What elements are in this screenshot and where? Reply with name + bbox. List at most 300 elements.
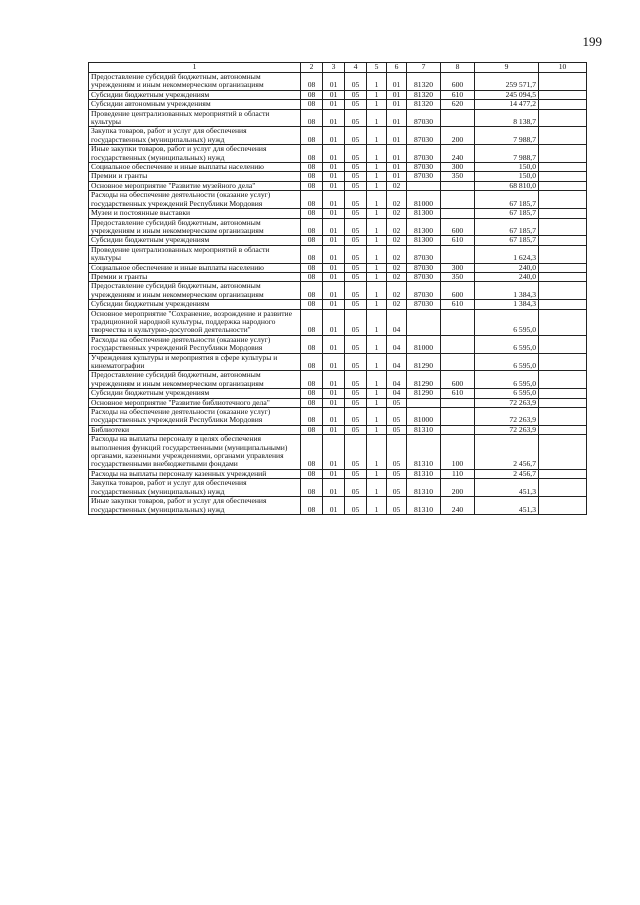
code-cell: 610 (441, 90, 475, 99)
table-row (89, 309, 587, 335)
code-cell: 87030 (407, 272, 441, 281)
table-row (89, 435, 587, 470)
empty-cell (539, 191, 587, 209)
empty-cell (539, 127, 587, 145)
code-cell: 01 (323, 335, 345, 353)
code-cell: 87030 (407, 300, 441, 309)
amount-cell: 67 185,7 (475, 191, 539, 209)
table-row (89, 163, 587, 172)
code-cell: 300 (441, 263, 475, 272)
code-cell: 05 (345, 435, 367, 470)
code-cell: 05 (387, 469, 407, 478)
table-row (89, 272, 587, 281)
code-cell: 08 (301, 469, 323, 478)
code-cell: 01 (387, 100, 407, 109)
page-number: 199 (582, 34, 602, 49)
code-cell: 08 (301, 353, 323, 371)
amount-cell: 67 185,7 (475, 209, 539, 218)
code-cell: 81310 (407, 497, 441, 515)
amount-cell: 245 094,5 (475, 90, 539, 99)
code-cell: 01 (323, 282, 345, 300)
code-cell: 01 (323, 408, 345, 426)
empty-cell (539, 245, 587, 263)
column-header: 2 (301, 63, 323, 73)
code-cell: 08 (301, 335, 323, 353)
code-cell: 08 (301, 218, 323, 236)
code-cell: 01 (323, 435, 345, 470)
code-cell: 87030 (407, 245, 441, 263)
code-cell: 610 (441, 389, 475, 398)
code-cell: 1 (367, 497, 387, 515)
code-cell (441, 408, 475, 426)
code-cell: 1 (367, 209, 387, 218)
amount-cell: 1 624,3 (475, 245, 539, 263)
code-cell: 08 (301, 497, 323, 515)
code-cell: 05 (345, 263, 367, 272)
code-cell: 81300 (407, 236, 441, 245)
empty-cell (539, 172, 587, 181)
code-cell: 1 (367, 282, 387, 300)
empty-cell (539, 263, 587, 272)
row-name-cell: Основное мероприятие "Сохранение, возрождение и развитие традиционной народной культуры, поддержка народного творчества и культурно-досуговой деятельности" (89, 309, 301, 335)
code-cell: 87030 (407, 127, 441, 145)
amount-cell: 451,3 (475, 497, 539, 515)
code-cell: 08 (301, 245, 323, 263)
code-cell: 08 (301, 181, 323, 190)
code-cell: 08 (301, 479, 323, 497)
column-header: 3 (323, 63, 345, 73)
code-cell: 81300 (407, 209, 441, 218)
code-cell: 08 (301, 263, 323, 272)
code-cell: 1 (367, 73, 387, 91)
code-cell: 05 (345, 425, 367, 434)
code-cell: 300 (441, 163, 475, 172)
column-header: 7 (407, 63, 441, 73)
code-cell: 200 (441, 127, 475, 145)
table-row (89, 191, 587, 209)
row-name-cell: Проведение централизованных мероприятий в области культуры (89, 245, 301, 263)
code-cell: 08 (301, 371, 323, 389)
table-row (89, 408, 587, 426)
budget-table (88, 62, 587, 515)
code-cell: 1 (367, 236, 387, 245)
code-cell (441, 425, 475, 434)
code-cell: 81000 (407, 191, 441, 209)
code-cell: 600 (441, 73, 475, 91)
code-cell: 01 (323, 100, 345, 109)
code-cell (441, 398, 475, 407)
empty-cell (539, 272, 587, 281)
amount-cell: 68 810,0 (475, 181, 539, 190)
amount-cell: 2 456,7 (475, 435, 539, 470)
amount-cell: 7 988,7 (475, 145, 539, 163)
table-row (89, 218, 587, 236)
code-cell: 05 (345, 300, 367, 309)
code-cell: 05 (345, 469, 367, 478)
code-cell: 05 (345, 497, 367, 515)
code-cell: 08 (301, 309, 323, 335)
code-cell: 05 (345, 309, 367, 335)
code-cell: 05 (345, 191, 367, 209)
code-cell: 01 (387, 163, 407, 172)
code-cell: 02 (387, 181, 407, 190)
code-cell: 81290 (407, 389, 441, 398)
code-cell: 81290 (407, 353, 441, 371)
table-row (89, 469, 587, 478)
row-name-cell: Социальное обеспечение и иные выплаты населению (89, 263, 301, 272)
row-name-cell: Расходы на обеспечение деятельности (оказание услуг) государственных учреждений Республики Мордовия (89, 335, 301, 353)
code-cell: 81000 (407, 408, 441, 426)
code-cell: 04 (387, 371, 407, 389)
code-cell: 08 (301, 398, 323, 407)
code-cell: 08 (301, 145, 323, 163)
code-cell: 08 (301, 300, 323, 309)
code-cell: 87030 (407, 109, 441, 127)
empty-cell (539, 353, 587, 371)
row-name-cell: Основное мероприятие "Развитие музейного дела" (89, 181, 301, 190)
code-cell: 01 (323, 109, 345, 127)
code-cell: 02 (387, 272, 407, 281)
row-name-cell: Расходы на обеспечение деятельности (оказание услуг) государственных учреждений Республики Мордовия (89, 408, 301, 426)
table-row (89, 425, 587, 434)
code-cell: 08 (301, 435, 323, 470)
row-name-cell: Субсидии бюджетным учреждениям (89, 389, 301, 398)
code-cell: 01 (323, 181, 345, 190)
code-cell: 87030 (407, 282, 441, 300)
code-cell: 05 (345, 181, 367, 190)
code-cell: 81320 (407, 73, 441, 91)
row-name-cell: Расходы на выплаты персоналу казенных учреждений (89, 469, 301, 478)
code-cell: 1 (367, 389, 387, 398)
column-header: 8 (441, 63, 475, 73)
empty-cell (539, 73, 587, 91)
code-cell: 01 (323, 479, 345, 497)
code-cell: 1 (367, 145, 387, 163)
code-cell: 1 (367, 90, 387, 99)
code-cell: 1 (367, 218, 387, 236)
code-cell: 05 (345, 408, 367, 426)
code-cell: 81310 (407, 469, 441, 478)
amount-cell: 1 384,3 (475, 282, 539, 300)
header-row (89, 63, 587, 73)
code-cell: 01 (323, 371, 345, 389)
code-cell: 05 (345, 335, 367, 353)
code-cell (441, 309, 475, 335)
code-cell: 600 (441, 371, 475, 389)
code-cell: 01 (323, 172, 345, 181)
code-cell: 02 (387, 245, 407, 263)
code-cell: 05 (345, 73, 367, 91)
column-header: 4 (345, 63, 367, 73)
table-row (89, 100, 587, 109)
code-cell: 02 (387, 300, 407, 309)
empty-cell (539, 300, 587, 309)
code-cell: 01 (323, 272, 345, 281)
code-cell: 81290 (407, 371, 441, 389)
amount-cell: 8 138,7 (475, 109, 539, 127)
code-cell: 05 (387, 497, 407, 515)
empty-cell (539, 282, 587, 300)
code-cell: 02 (387, 236, 407, 245)
code-cell (441, 109, 475, 127)
table-row (89, 73, 587, 91)
code-cell: 01 (323, 127, 345, 145)
table-row (89, 389, 587, 398)
code-cell: 08 (301, 109, 323, 127)
code-cell (441, 335, 475, 353)
code-cell: 81320 (407, 90, 441, 99)
code-cell: 81310 (407, 479, 441, 497)
amount-cell: 240,0 (475, 263, 539, 272)
code-cell: 01 (387, 145, 407, 163)
column-header: 10 (539, 63, 587, 73)
code-cell: 05 (345, 282, 367, 300)
table-row (89, 181, 587, 190)
code-cell: 87030 (407, 145, 441, 163)
table-row (89, 245, 587, 263)
empty-cell (539, 389, 587, 398)
amount-cell: 451,3 (475, 479, 539, 497)
code-cell: 110 (441, 469, 475, 478)
code-cell: 87030 (407, 172, 441, 181)
row-name-cell: Субсидии бюджетным учреждениям (89, 90, 301, 99)
table-row (89, 353, 587, 371)
amount-cell: 67 185,7 (475, 236, 539, 245)
empty-cell (539, 145, 587, 163)
code-cell: 01 (323, 191, 345, 209)
code-cell: 05 (345, 371, 367, 389)
code-cell: 01 (323, 90, 345, 99)
amount-cell: 72 263,9 (475, 398, 539, 407)
empty-cell (539, 90, 587, 99)
code-cell: 05 (387, 398, 407, 407)
amount-cell: 259 571,7 (475, 73, 539, 91)
row-name-cell: Расходы на обеспечение деятельности (оказание услуг) государственных учреждений Республики Мордовия (89, 191, 301, 209)
amount-cell: 72 263,9 (475, 425, 539, 434)
table-row (89, 335, 587, 353)
code-cell: 87030 (407, 163, 441, 172)
amount-cell: 6 595,0 (475, 335, 539, 353)
amount-cell: 1 384,3 (475, 300, 539, 309)
empty-cell (539, 309, 587, 335)
code-cell: 08 (301, 73, 323, 91)
code-cell (441, 181, 475, 190)
code-cell: 05 (345, 353, 367, 371)
code-cell: 08 (301, 127, 323, 145)
code-cell: 1 (367, 335, 387, 353)
code-cell: 240 (441, 497, 475, 515)
row-name-cell: Библиотеки (89, 425, 301, 434)
code-cell: 08 (301, 408, 323, 426)
code-cell: 01 (323, 163, 345, 172)
empty-cell (539, 100, 587, 109)
empty-cell (539, 479, 587, 497)
row-name-cell: Предоставление субсидий бюджетным, автономным учреждениям и иным некоммерческим организациям (89, 73, 301, 91)
code-cell: 01 (323, 469, 345, 478)
code-cell (441, 191, 475, 209)
code-cell: 05 (345, 145, 367, 163)
code-cell: 05 (387, 479, 407, 497)
code-cell: 1 (367, 435, 387, 470)
row-name-cell: Закупка товаров, работ и услуг для обеспечения государственных (муниципальных) нужд (89, 127, 301, 145)
code-cell: 05 (345, 398, 367, 407)
row-name-cell: Закупка товаров, работ и услуг для обеспечения государственных (муниципальных) нужд (89, 479, 301, 497)
row-name-cell: Проведение централизованных мероприятий в области культуры (89, 109, 301, 127)
amount-cell: 67 185,7 (475, 218, 539, 236)
code-cell: 610 (441, 236, 475, 245)
code-cell: 01 (387, 73, 407, 91)
code-cell: 01 (323, 209, 345, 218)
empty-cell (539, 425, 587, 434)
amount-cell: 150,0 (475, 163, 539, 172)
table-row (89, 109, 587, 127)
row-name-cell: Субсидии бюджетным учреждениям (89, 236, 301, 245)
empty-cell (539, 408, 587, 426)
amount-cell: 6 595,0 (475, 309, 539, 335)
empty-cell (539, 497, 587, 515)
code-cell: 08 (301, 163, 323, 172)
code-cell: 1 (367, 479, 387, 497)
code-cell (441, 245, 475, 263)
row-name-cell: Предоставление субсидий бюджетным, автономным учреждениям и иным некоммерческим организациям (89, 371, 301, 389)
code-cell: 81000 (407, 335, 441, 353)
code-cell: 05 (345, 172, 367, 181)
row-name-cell: Социальное обеспечение и иные выплаты населению (89, 163, 301, 172)
code-cell: 05 (345, 479, 367, 497)
table-row (89, 172, 587, 181)
code-cell: 1 (367, 100, 387, 109)
code-cell: 600 (441, 282, 475, 300)
row-name-cell: Субсидии автономным учреждениям (89, 100, 301, 109)
row-name-cell: Расходы на выплаты персоналу в целях обеспечения выполнения функций государственными (муниципальными) органами, казенными учреждениями, органами управления государственными внебюджетными фондами (89, 435, 301, 470)
code-cell: 04 (387, 389, 407, 398)
code-cell: 100 (441, 435, 475, 470)
code-cell (441, 209, 475, 218)
code-cell: 1 (367, 263, 387, 272)
code-cell: 04 (387, 335, 407, 353)
amount-cell: 72 263,9 (475, 408, 539, 426)
code-cell: 350 (441, 172, 475, 181)
column-header: 1 (89, 63, 301, 73)
code-cell: 02 (387, 282, 407, 300)
code-cell: 05 (345, 163, 367, 172)
amount-cell: 150,0 (475, 172, 539, 181)
empty-cell (539, 163, 587, 172)
code-cell: 08 (301, 272, 323, 281)
code-cell: 01 (323, 73, 345, 91)
code-cell: 05 (345, 100, 367, 109)
table-row (89, 236, 587, 245)
code-cell: 01 (323, 497, 345, 515)
code-cell: 05 (345, 127, 367, 145)
code-cell: 01 (387, 172, 407, 181)
code-cell: 81300 (407, 218, 441, 236)
code-cell: 01 (323, 425, 345, 434)
code-cell: 08 (301, 236, 323, 245)
table-row (89, 497, 587, 515)
code-cell: 1 (367, 469, 387, 478)
empty-cell (539, 209, 587, 218)
row-name-cell: Субсидии бюджетным учреждениям (89, 300, 301, 309)
code-cell: 1 (367, 245, 387, 263)
code-cell: 620 (441, 100, 475, 109)
code-cell: 81310 (407, 425, 441, 434)
table-row (89, 479, 587, 497)
code-cell: 05 (345, 389, 367, 398)
code-cell: 08 (301, 425, 323, 434)
row-name-cell: Предоставление субсидий бюджетным, автономным учреждениям и иным некоммерческим организациям (89, 218, 301, 236)
empty-cell (539, 181, 587, 190)
table-row (89, 263, 587, 272)
code-cell: 01 (323, 300, 345, 309)
code-cell: 01 (387, 127, 407, 145)
code-cell: 08 (301, 209, 323, 218)
amount-cell: 240,0 (475, 272, 539, 281)
code-cell: 05 (387, 408, 407, 426)
code-cell: 05 (345, 209, 367, 218)
code-cell: 05 (345, 90, 367, 99)
code-cell (441, 353, 475, 371)
code-cell: 02 (387, 209, 407, 218)
row-name-cell: Учреждения культуры и мероприятия в сфере культуры и кинематографии (89, 353, 301, 371)
code-cell: 1 (367, 272, 387, 281)
table-row (89, 127, 587, 145)
column-header: 9 (475, 63, 539, 73)
column-header: 5 (367, 63, 387, 73)
code-cell: 04 (387, 309, 407, 335)
table-row (89, 90, 587, 99)
code-cell (407, 398, 441, 407)
code-cell: 610 (441, 300, 475, 309)
code-cell: 01 (323, 353, 345, 371)
amount-cell: 6 595,0 (475, 389, 539, 398)
code-cell: 05 (387, 435, 407, 470)
amount-cell: 7 988,7 (475, 127, 539, 145)
amount-cell: 2 456,7 (475, 469, 539, 478)
empty-cell (539, 236, 587, 245)
code-cell: 05 (345, 218, 367, 236)
row-name-cell: Музеи и постоянные выставки (89, 209, 301, 218)
empty-cell (539, 435, 587, 470)
code-cell: 08 (301, 172, 323, 181)
code-cell: 1 (367, 408, 387, 426)
empty-cell (539, 335, 587, 353)
empty-cell (539, 218, 587, 236)
empty-cell (539, 371, 587, 389)
code-cell: 81310 (407, 435, 441, 470)
code-cell: 05 (345, 236, 367, 245)
table-body (89, 73, 587, 515)
code-cell: 1 (367, 398, 387, 407)
code-cell: 600 (441, 218, 475, 236)
table-row (89, 209, 587, 218)
code-cell: 1 (367, 425, 387, 434)
row-name-cell: Основное мероприятие "Развитие библиотечного дела" (89, 398, 301, 407)
code-cell: 05 (345, 272, 367, 281)
code-cell: 240 (441, 145, 475, 163)
code-cell: 01 (323, 245, 345, 263)
code-cell: 1 (367, 181, 387, 190)
empty-cell (539, 398, 587, 407)
code-cell: 81320 (407, 100, 441, 109)
code-cell: 01 (323, 389, 345, 398)
code-cell: 1 (367, 163, 387, 172)
code-cell (407, 309, 441, 335)
code-cell: 01 (323, 309, 345, 335)
code-cell: 1 (367, 353, 387, 371)
code-cell: 1 (367, 109, 387, 127)
row-name-cell: Премии и гранты (89, 172, 301, 181)
